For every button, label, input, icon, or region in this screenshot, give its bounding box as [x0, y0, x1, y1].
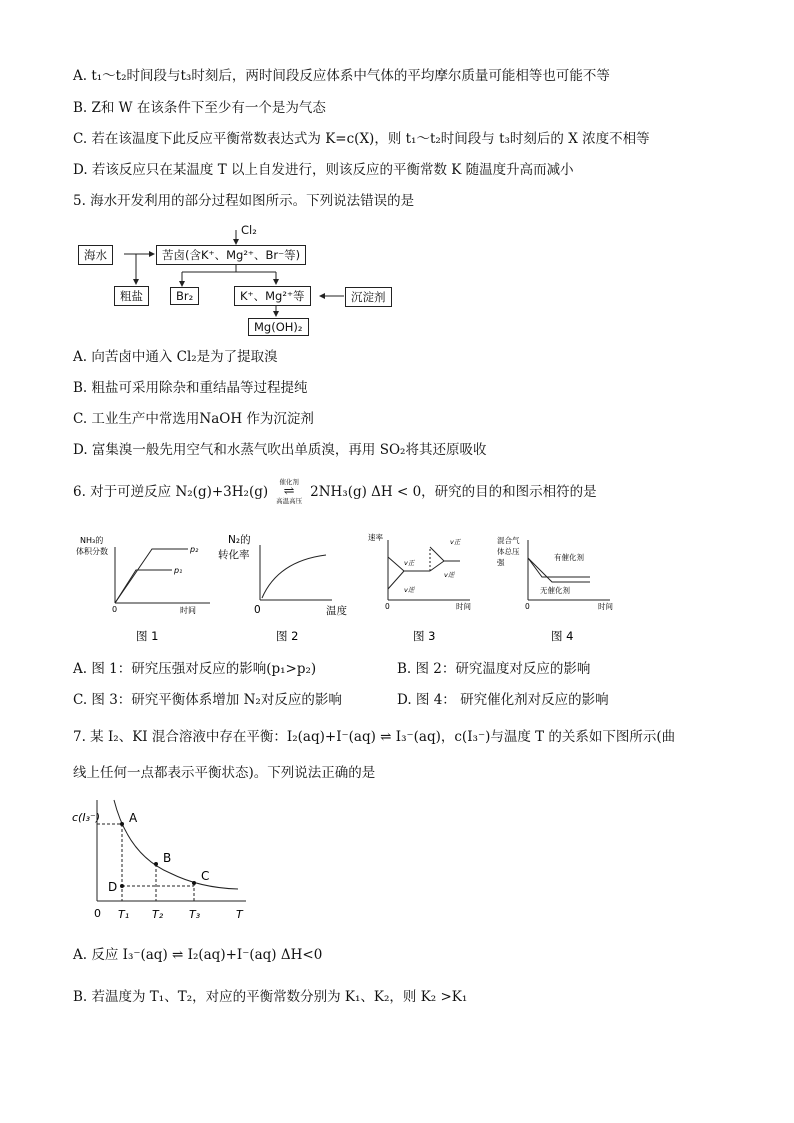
fig2-curve	[262, 555, 326, 598]
fig4	[497, 535, 613, 643]
fig1-p1: p₁	[174, 566, 183, 575]
fig4-ylabel3: 强	[497, 558, 505, 567]
br2-box: Br₂	[170, 287, 199, 305]
fig4-no-cat: 无催化剂	[540, 586, 570, 595]
q7-t3: T₃	[189, 908, 201, 921]
q6-option-c: C. 图 3：研究平衡体系增加 N₂对反应的影响	[73, 692, 342, 708]
q7-point-d	[120, 884, 124, 888]
q6-stem	[73, 478, 597, 505]
q7-point-c	[192, 881, 196, 885]
fig3-caption: 图 3	[413, 629, 436, 643]
q5-flow-arrows	[70, 220, 420, 340]
q6-reaction-arrow	[276, 478, 302, 505]
precipitant-box: 沉淀剂	[345, 287, 392, 307]
q6-stem-pre: 6. 对于可逆反应 N₂(g)+3H₂(g)	[73, 483, 269, 500]
q6-option-d: D. 图 4： 研究催化剂对反应的影响	[397, 692, 609, 708]
q6-option-a: A. 图 1：研究压强对反应的影响(p₁>p₂)	[73, 661, 317, 677]
fig1-curve-p2	[115, 549, 188, 603]
q7-point-a	[120, 822, 124, 826]
crude-salt-box: 粗盐	[114, 286, 149, 306]
q6-cond-bottom: 高温高压	[276, 497, 303, 505]
fig2-ylabel1: N₂的	[228, 534, 251, 546]
cl2-label: Cl₂	[241, 223, 257, 237]
seawater-box: 海水	[78, 245, 113, 265]
q7-t1: T₁	[118, 908, 130, 921]
q7-label-c: C	[201, 869, 210, 883]
fig3-v-rev-2	[430, 561, 444, 571]
q5-flowchart	[70, 220, 420, 340]
fig1-ylabel2: 体积分数	[76, 547, 108, 556]
fig3-ylabel: 速率	[368, 533, 383, 542]
q6-option-b: B. 图 2：研究温度对反应的影响	[397, 661, 591, 677]
q4-option-d: D. 若该反应只在某温度 T 以上自发进行，则该反应的平衡常数 K 随温度升高而减小	[73, 162, 574, 178]
q5-option-a: A. 向苦卤中通入 Cl₂是为了提取溴	[73, 349, 278, 365]
q7-label-b: B	[163, 851, 172, 865]
fig4-ylabel1: 混合气	[497, 536, 520, 545]
q4-option-a: A. t₁～t₂时间段与t₃时刻后，两时间段反应体系中气体的平均摩尔质量可能相等也可能不等	[73, 68, 610, 84]
fig4-caption: 图 4	[551, 629, 574, 643]
q7-t2: T₂	[152, 908, 164, 921]
fig1-ylabel1: NH₃的	[80, 536, 104, 545]
fig2-caption: 图 2	[276, 629, 299, 643]
fig4-xlabel: 时间	[598, 602, 613, 611]
fig3-origin: 0	[385, 602, 390, 611]
fig1-p2: p₂	[190, 545, 199, 554]
fig2-ylabel2: 转化率	[218, 549, 250, 561]
q7-stem-line1: 7. 某 I₂、KI 混合溶液中存在平衡：I₂(aq)+I⁻(aq) ⇌ I₃⁻(aq)，c(I₃⁻)与温度 T 的关系如下图所示(曲	[73, 729, 676, 745]
fig2-origin: 0	[254, 604, 261, 616]
q4-option-c: C. 若在该温度下此反应平衡常数表达式为 K=c(X)，则 t₁～t₂时间段与 t₃时刻后的 X 浓度不相等	[73, 131, 650, 147]
q7-xlabel: T	[236, 908, 243, 921]
fig4-origin: 0	[525, 602, 530, 611]
q5-stem: 5. 海水开发利用的部分过程如图所示。下列说法错误的是	[73, 193, 415, 209]
fig3-v-rev-1	[388, 571, 404, 589]
q5-option-b: B. 粗盐可采用除杂和重结晶等过程提纯	[73, 380, 308, 396]
fig3-vfwd-2: v正	[450, 538, 461, 546]
mgoh2-box: Mg(OH)₂	[248, 318, 309, 336]
q7-origin: 0	[94, 907, 101, 920]
fig3-vrev-2: v逆	[444, 571, 455, 579]
fig3-vfwd-1: v正	[404, 559, 415, 567]
q7-option-b: B. 若温度为 T₁、T₂，对应的平衡常数分别为 K₁、K₂，则 K₂ >K₁	[73, 989, 468, 1005]
q5-option-c: C. 工业生产中常选用NaOH 作为沉淀剂	[73, 411, 314, 427]
q7-label-d: D	[108, 880, 118, 894]
fig4-with-cat: 有催化剂	[554, 553, 584, 562]
q6-figures	[70, 525, 630, 650]
fig3-vrev-1: v逆	[404, 586, 415, 594]
q6-cond-top: 催化剂	[279, 478, 299, 486]
fig3-xlabel: 时间	[456, 602, 471, 611]
fig4-ylabel2: 体总压	[497, 547, 520, 556]
ions-box: K⁺、Mg²⁺等	[234, 286, 311, 306]
q4-option-b: B. Z和 W 在该条件下至少有一个是为气态	[73, 100, 326, 116]
q7-point-b	[154, 862, 158, 866]
fig1	[76, 535, 210, 643]
bittern-box: 苦卤(含K⁺、Mg²⁺、Br⁻等)	[156, 245, 306, 265]
q7-stem-line2: 线上任何一点都表示平衡状态)。下列说法正确的是	[73, 765, 376, 781]
q7-graph	[70, 795, 270, 925]
fig3	[368, 532, 471, 643]
fig1-origin: 0	[112, 605, 118, 614]
q7-label-a: A	[129, 811, 138, 825]
fig1-caption: 图 1	[136, 629, 159, 643]
equilibrium-arrow-icon: ⇌	[283, 484, 295, 499]
q6-stem-post: 2NH₃(g) ΔH < 0，研究的目的和图示相符的是	[310, 483, 597, 500]
fig2	[218, 534, 347, 643]
fig2-xlabel: 温度	[326, 605, 347, 617]
fig1-xlabel: 时间	[180, 606, 196, 615]
q7-option-a: A. 反应 I₃⁻(aq) ⇌ I₂(aq)+I⁻(aq) ΔH<0	[73, 947, 323, 963]
q5-option-d: D. 富集溴一般先用空气和水蒸气吹出单质溴，再用 SO₂将其还原吸收	[73, 442, 487, 458]
fig1-curve-p1	[115, 570, 172, 603]
fig3-v-fwd-2	[430, 547, 460, 561]
q7-ylabel: c(I₃⁻)	[72, 811, 101, 824]
